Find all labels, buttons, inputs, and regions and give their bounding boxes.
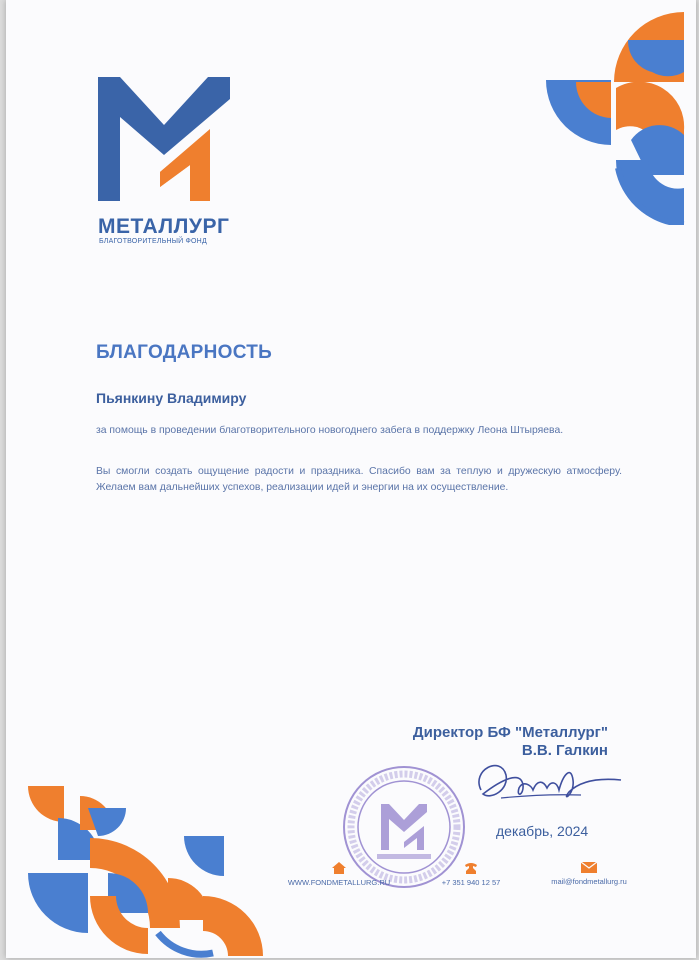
- logo-name: МЕТАЛЛУРГ: [98, 215, 230, 238]
- home-icon: [332, 862, 346, 874]
- footer-website[interactable]: [276, 862, 402, 887]
- handwritten-signature-icon: [461, 750, 631, 820]
- footer-email-text: mail@fondmetallurg.ru: [551, 877, 627, 886]
- logo-m-mark-icon: [98, 77, 230, 201]
- certificate-sheet: [6, 0, 696, 958]
- director-position: Директор БФ "Металлург": [412, 724, 608, 741]
- foundation-logo: [98, 77, 238, 245]
- footer-phone[interactable]: [416, 862, 526, 887]
- phone-icon: [464, 862, 478, 874]
- decorative-shapes-bottom-left-icon: [28, 778, 268, 958]
- logo-subtitle: БЛАГОТВОРИТЕЛЬНЫЙ ФОНД: [99, 238, 207, 245]
- gratitude-paragraph-2: Вы смогли создать ощущение радости и праздника. Спасибо вам за теплую и дружескую атмосферу. Желаем вам дальнейших успехов, реализации идей и энергии на их осуществление.: [96, 466, 622, 493]
- document-title: БЛАГОДАРНОСТЬ: [96, 342, 273, 363]
- footer-phone-text: +7 351 940 12 57: [441, 878, 501, 887]
- footer-email[interactable]: [534, 862, 644, 886]
- envelope-icon: [581, 862, 597, 873]
- director-name: В.В. Галкин: [521, 742, 608, 759]
- recipient-name: Пьянкину Владимиру: [96, 390, 247, 406]
- footer-website-text: WWW.FONDMETALLURG.RU: [287, 878, 391, 887]
- signature-date: декабрь, 2024: [496, 823, 589, 839]
- gratitude-paragraph-1: за помощь в проведении благотворительного новогоднего забега в поддержку Леона Штыряева.: [96, 425, 564, 436]
- decorative-shapes-top-right-icon: [536, 10, 691, 225]
